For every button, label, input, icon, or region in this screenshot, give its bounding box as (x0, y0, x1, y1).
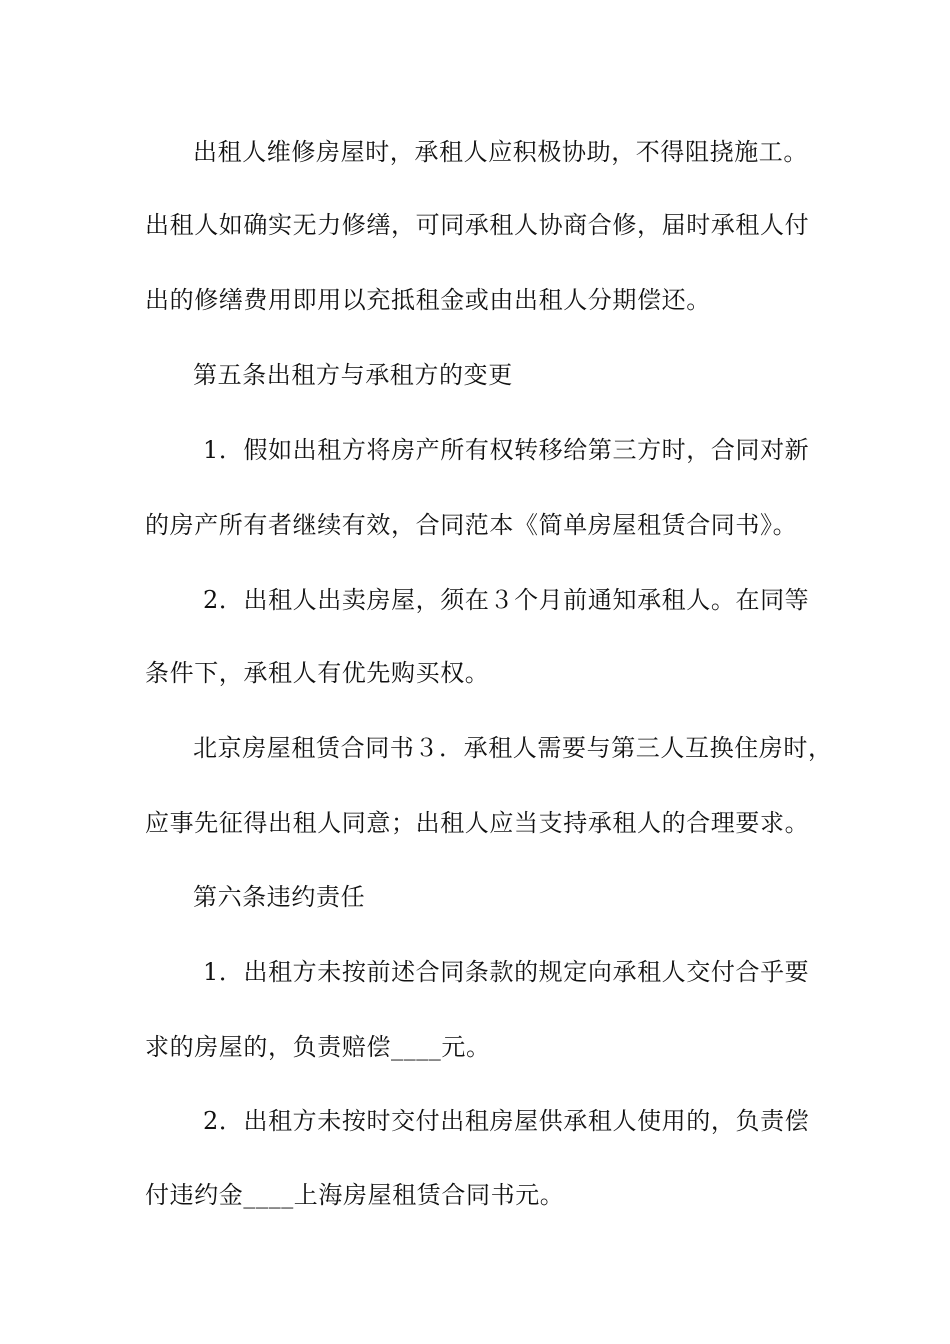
clause-5-1-line-2: 的房产所有者继续有效，合同范本《简单房屋租赁合同书》。 (145, 511, 798, 539)
clause-6-2-line-1: 2．出租方未按时交付出租房屋供承租人使用的，负责偿 (203, 1107, 810, 1135)
paragraph-line-3: 出的修缮费用即用以充抵租金或由出租人分期偿还。 (145, 286, 711, 314)
paragraph-line-2: 出租人如确实无力修缮，可同承租人协商合修，届时承租人付 (145, 211, 810, 239)
paragraph-line-1: 出租人维修房屋时，承租人应积极协助，不得阻挠施工。 (193, 138, 808, 166)
clause-5-1-line-1: 1．假如出租方将房产所有权转移给第三方时，合同对新 (203, 436, 810, 464)
clause-5-2-line-2: 条件下，承租人有优先购买权。 (145, 659, 490, 687)
clause-6-2-line-2: 付违约金____上海房屋租赁合同书元。 (145, 1181, 565, 1209)
clause-5-3-line-1: 北京房屋租赁合同书３．承租人需要与第三人互换住房时， (193, 734, 833, 762)
section-heading-5: 第五条出租方与承租方的变更 (193, 361, 513, 389)
section-heading-6: 第六条违约责任 (193, 883, 366, 911)
clause-6-1-line-2: 求的房屋的，负责赔偿____元。 (145, 1033, 491, 1061)
clause-5-2-line-1: 2．出租人出卖房屋，须在３个月前通知承租人。在同等 (203, 586, 810, 614)
clause-6-1-line-1: 1．出租方未按前述合同条款的规定向承租人交付合乎要 (203, 958, 810, 986)
clause-5-3-line-2: 应事先征得出租人同意；出租人应当支持承租人的合理要求。 (145, 809, 810, 837)
